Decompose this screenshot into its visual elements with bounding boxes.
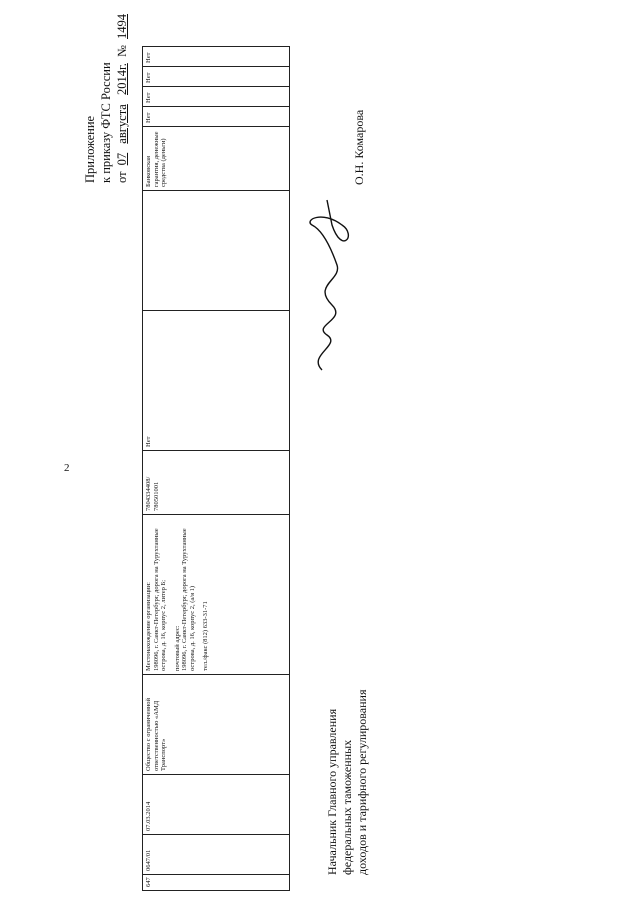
signatory-title-line1: Начальник Главного управления (325, 708, 339, 875)
postal-address: 198096, г. Санкт-Петербург, дорога на Турухтанные острова, д. 16, корпус 2, (а/я 1) (181, 528, 196, 671)
appendix-date-year: 2014г. (115, 63, 129, 96)
cell-date: 07.03.2014 (143, 775, 290, 835)
cell-col12: Нет (143, 67, 290, 87)
cell-col11: Нет (143, 87, 290, 107)
registry-table (142, 46, 290, 891)
signatory-title (325, 690, 370, 875)
location-address: 198096, г. Санкт-Петербург, дорога на Турухтанные острова, д. 16, корпус 2, литер Б; (152, 528, 167, 671)
appendix-line1: Приложение (83, 115, 97, 183)
table-row (143, 47, 290, 891)
appendix-date-month: августа (115, 104, 129, 144)
cell-inn-kpp: 7804334408/ 780501001 (143, 451, 290, 515)
signatory-title-line2: федеральных таможенных (340, 739, 354, 875)
appendix-number-label: № (115, 45, 129, 58)
cell-location (143, 515, 290, 675)
postal-header: почтовый адрес: (173, 625, 181, 671)
phone: тел./факс (812) 633-31-71 (202, 601, 209, 671)
location-header: Местонахождение организации: (145, 582, 152, 671)
cell-col13: Нет (143, 47, 290, 67)
cell-col8 (143, 191, 290, 311)
appendix-date-day: 07 (115, 152, 129, 166)
signatory-name: О.Н. Комарова (352, 109, 366, 185)
cell-organization: Общество с ограниченной ответственностью «АМД Транспорт» (143, 675, 290, 775)
appendix-from-label: от (115, 171, 129, 183)
cell-num: 647 (143, 875, 290, 891)
appendix-date-line (114, 0, 130, 183)
appendix-header (82, 0, 130, 183)
cell-col9: Банковская гарантия, денежные средства (деньги) (143, 127, 290, 191)
signatory-title-line3: доходов и тарифного регулирования (355, 689, 369, 875)
appendix-line2: к приказу ФТС России (99, 62, 113, 183)
cell-col7: Нет (143, 311, 290, 451)
page-number: 2 (64, 462, 70, 474)
cell-col10: Нет (143, 107, 290, 127)
cell-reg-number: 0647/01 (143, 835, 290, 875)
handwritten-signature (302, 195, 372, 375)
appendix-number: 1494 (115, 13, 129, 39)
